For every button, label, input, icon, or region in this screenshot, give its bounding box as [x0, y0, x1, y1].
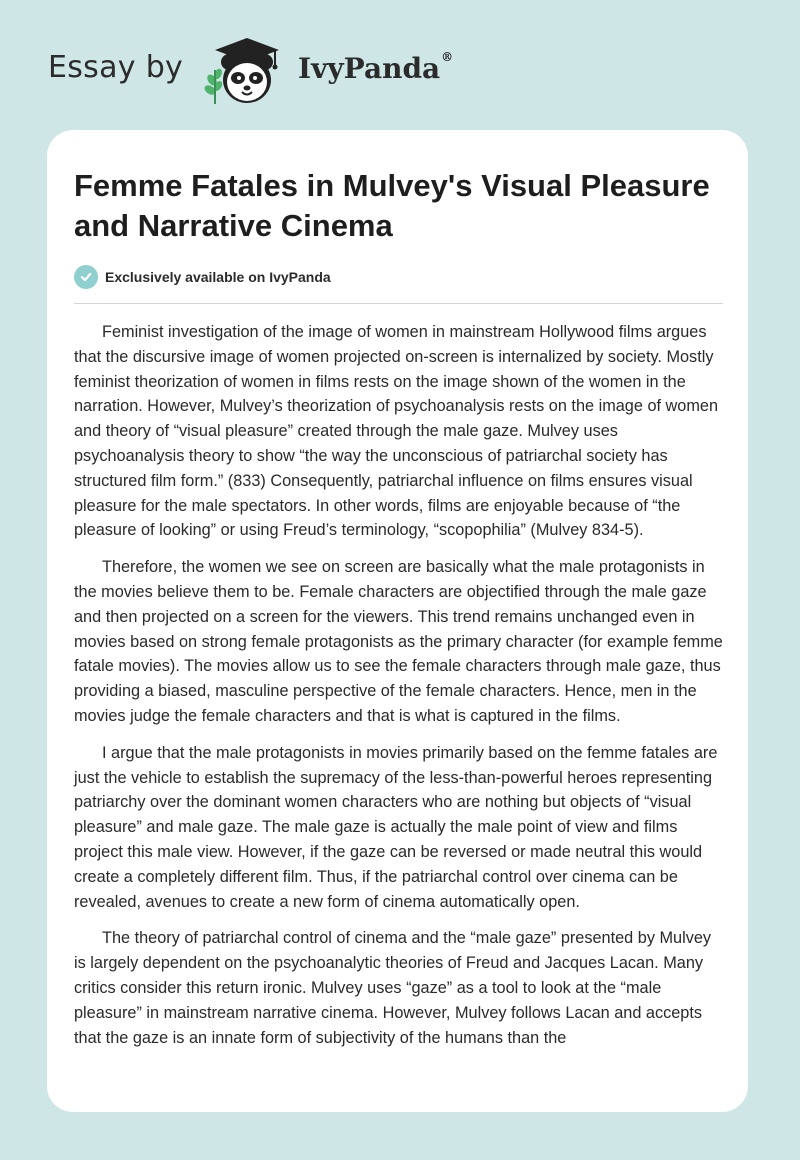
essay-by-label: Essay by — [48, 50, 184, 85]
registered-mark: ® — [441, 50, 454, 64]
divider — [74, 303, 723, 304]
paragraph: Feminist investigation of the image of women in mainstream Hollywood films argues that the discursive image of women projected on-screen is internalized by society. Mostly feminist theorization of women in films rests on the image shown of the women in the narration. However, Mulvey’s theorization of psychoanalysis rests on the image of women and theory of “visual pleasure” created through the male gaze. Mulvey uses psychoanalysis theory to show “the way the unconscious of patriarchal society has structured film form.” (833) Consequently, patriarchal influence on films ensures visual pleasure for the male spectators. In other words, films are enjoyable because of “the pleasure of looking” or using Freud’s terminology, “scopophilia” (Mulvey 834-5). — [74, 323, 719, 540]
essay-card — [47, 130, 748, 1112]
paragraph: I argue that the male protagonists in movies primarily based on the femme fatales are just the vehicle to establish the supremacy of the less-than-powerful heroes representing patriarchy over the dominant women characters who are nothing but objects of “visual pleasure” and male gaze. The male gaze is actually the male point of view and films project this male view. However, if the gaze can be reversed or made neutral this would create a completely different film. Thus, if the patriarchal control over cinema can be revealed, avenues to create a new form of cinema automatically open. — [74, 743, 718, 911]
exclusive-label: Exclusively available on IvyPanda — [105, 269, 331, 285]
essay-body — [74, 320, 724, 1062]
panda-graduate-logo-icon[interactable] — [203, 34, 291, 108]
paragraph: The theory of patriarchal control of cinema and the “male gaze” presented by Mulvey is largely dependent on the psychoanalytic theories of Freud and Jacques Lacan. Many critics consider this return ironic. Mulvey uses “gaze” as a tool to look at the “male pleasure” in mainstream narrative cinema. However, Mulvey follows Lacan and accepts that the gaze is an innate form of subjectivity of the humans than the — [74, 929, 712, 1047]
paragraph: Therefore, the women we see on screen are basically what the male protagonists in the movies believe them to be. Female characters are objectified through the male gaze and then projected on a screen for the viewers. This trend remains unchanged even in movies based on strong female protagonists as the primary character (for example femme fatale movies). The movies allow us to see the female characters through male gaze, thus providing a biased, masculine perspective of the female characters. Hence, men in the movies judge the female characters and that is what is captured in the films. — [74, 558, 723, 725]
brand-name[interactable]: IvyPanda® — [298, 50, 454, 85]
page-title: Femme Fatales in Mulvey's Visual Pleasure and Narrative Cinema — [74, 168, 710, 243]
check-circle-icon — [74, 265, 98, 289]
exclusive-badge — [74, 264, 331, 290]
site-header — [0, 0, 800, 130]
